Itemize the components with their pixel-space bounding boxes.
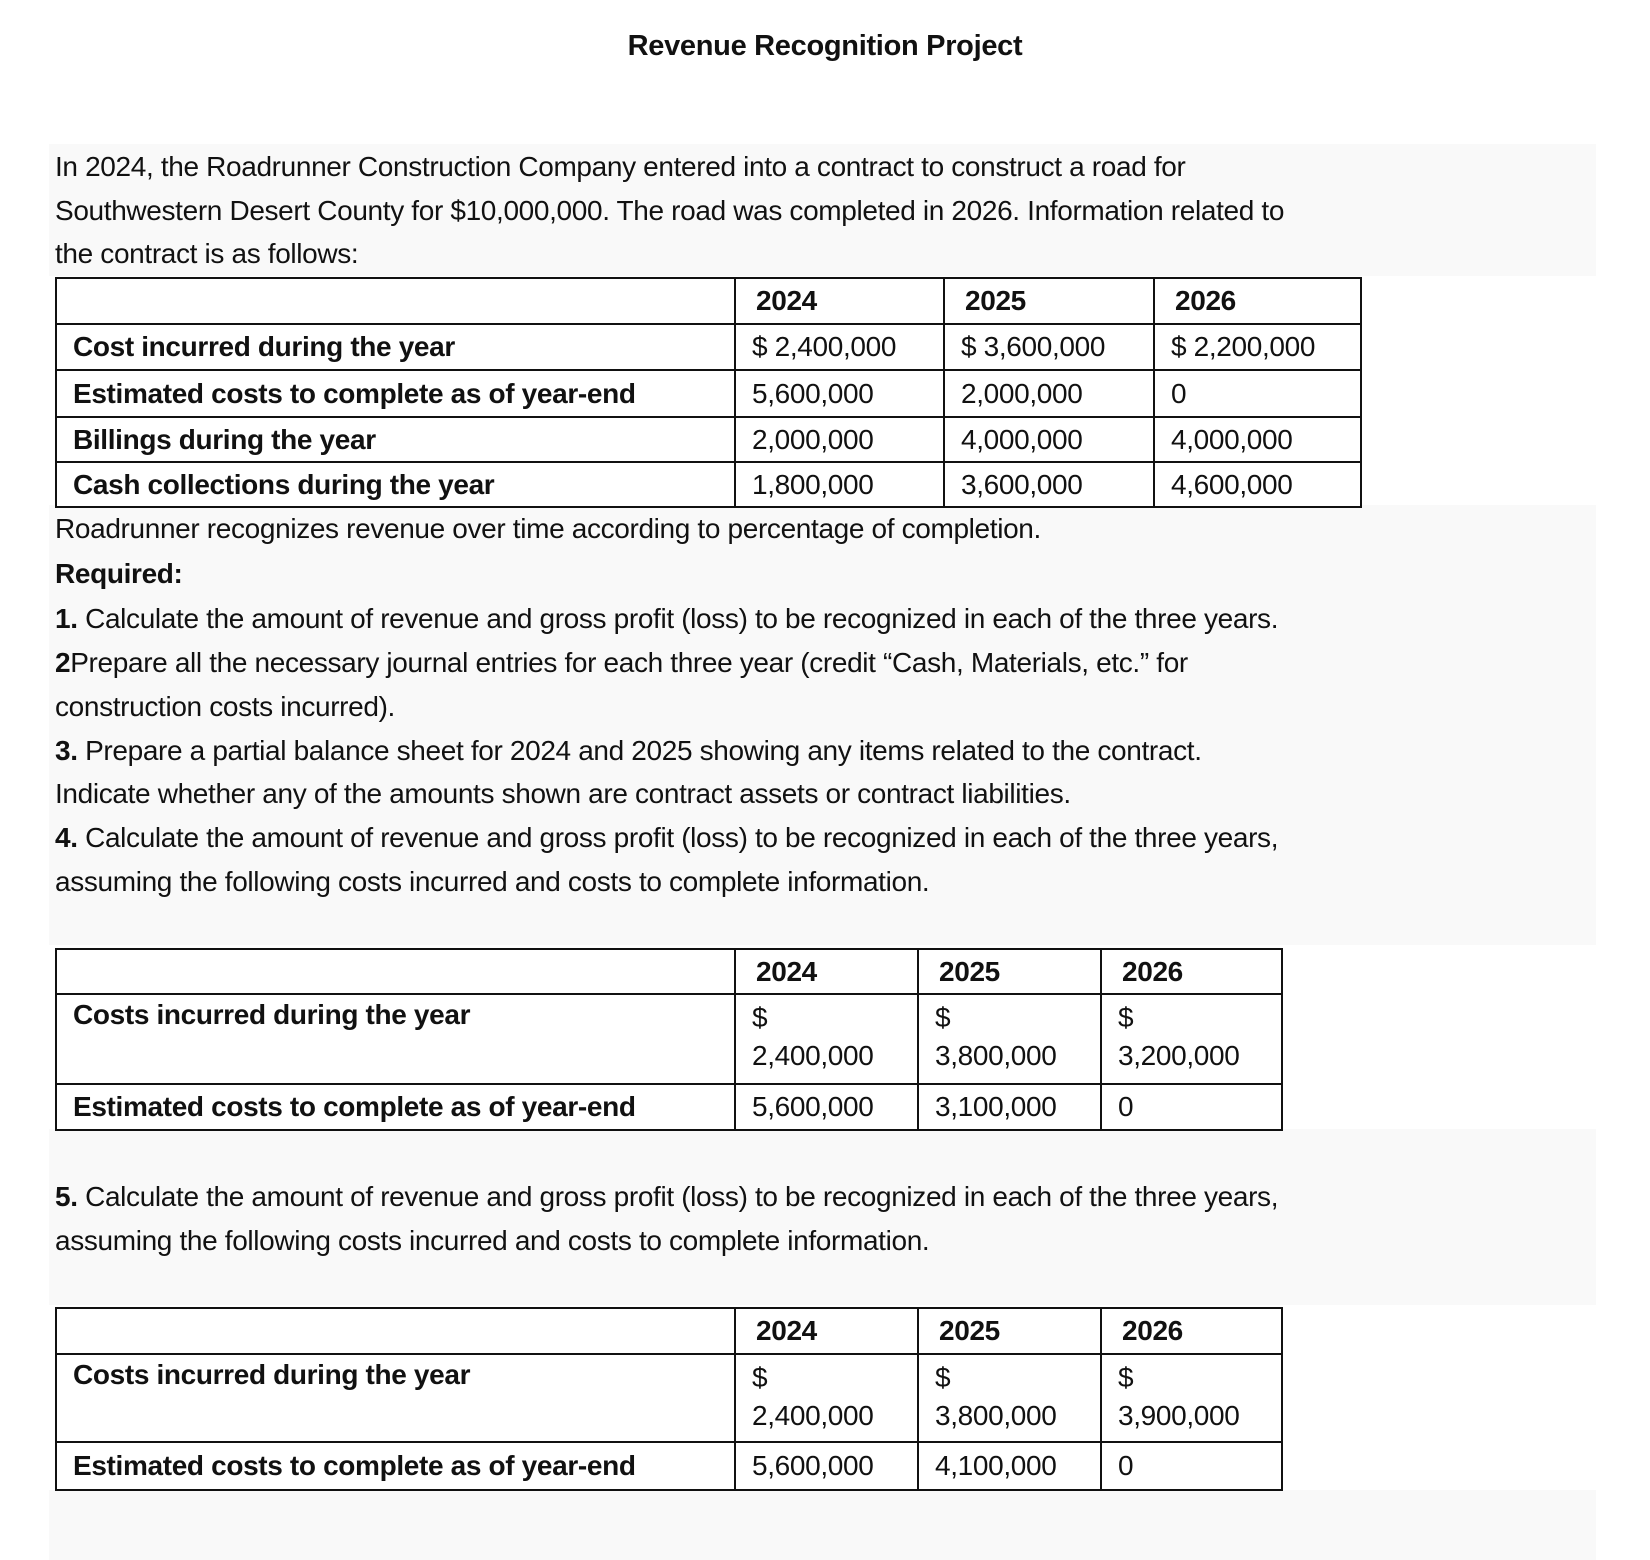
requirement-number: 4.	[55, 822, 78, 853]
amount: 2,400,000	[752, 1400, 874, 1431]
year-header: 2026	[1101, 1308, 1282, 1354]
table-row	[56, 417, 1361, 462]
year-header: 2025	[944, 278, 1154, 324]
requirement-text: Prepare a partial balance sheet for 2024 and 2025 showing any items related to the contract.	[85, 735, 1202, 766]
requirement-number: 2	[55, 647, 71, 678]
requirement-3	[55, 734, 1202, 768]
cell-value: 3,100,000	[918, 1084, 1101, 1130]
requirement-number: 5.	[55, 1181, 78, 1212]
cell-value: 5,600,000	[735, 1084, 918, 1130]
amount: 3,200,000	[1118, 1040, 1240, 1071]
requirement-number: 1.	[55, 603, 78, 634]
currency-symbol: $	[935, 1362, 951, 1393]
row-label: Cash collections during the year	[56, 462, 735, 507]
amount: 3,800,000	[935, 1400, 1057, 1431]
row-label: Costs incurred during the year	[56, 994, 735, 1084]
currency-symbol: $	[1118, 1362, 1134, 1393]
requirement-2	[55, 646, 1188, 680]
cell-value	[918, 1354, 1101, 1442]
cell-value: 5,600,000	[735, 1442, 918, 1490]
cell-value: 0	[1101, 1442, 1282, 1490]
requirement-text: Calculate the amount of revenue and gross profit (loss) to be recognized in each of the three years,	[85, 822, 1279, 853]
table-header-row	[56, 949, 1282, 994]
year-header: 2026	[1154, 278, 1361, 324]
cell-value: 4,000,000	[1154, 417, 1361, 462]
table-row	[56, 1442, 1282, 1490]
table-header-row	[56, 278, 1361, 324]
currency-symbol: $	[752, 1362, 768, 1393]
intro-line: In 2024, the Roadrunner Construction Company entered into a contract to construct a road for	[55, 151, 1186, 182]
requirement-1	[55, 602, 1278, 636]
cell-value: 0	[1101, 1084, 1282, 1130]
year-header: 2026	[1101, 949, 1282, 994]
cell-value: 2,000,000	[944, 370, 1154, 417]
requirement-4	[55, 821, 1278, 855]
amount: 2,400,000	[752, 1040, 874, 1071]
row-label: Estimated costs to complete as of year-end	[56, 370, 735, 417]
requirement-5	[55, 1180, 1278, 1214]
cell-value	[918, 994, 1101, 1084]
part5-background	[49, 1129, 1596, 1305]
table-row	[56, 462, 1361, 507]
cell-value: $ 2,400,000	[735, 324, 944, 370]
amount: 3,800,000	[935, 1040, 1057, 1071]
requirement-5-cont: assuming the following costs incurred and costs to complete information.	[55, 1225, 930, 1256]
required-heading: Required:	[55, 558, 183, 589]
requirement-text: Prepare all the necessary journal entries for each three year (credit “Cash, Materials, etc.” for	[70, 647, 1188, 678]
table-row	[56, 994, 1282, 1084]
table-row	[56, 1084, 1282, 1130]
year-header: 2025	[918, 1308, 1101, 1354]
cell-value: $ 3,600,000	[944, 324, 1154, 370]
bottom-background	[49, 1490, 1596, 1560]
requirement-3-cont: Indicate whether any of the amounts shown are contract assets or contract liabilities.	[55, 778, 1071, 809]
year-header: 2024	[735, 278, 944, 324]
method-note: Roadrunner recognizes revenue over time according to percentage of completion.	[55, 513, 1041, 544]
currency-symbol: $	[752, 1002, 768, 1033]
year-header: 2025	[918, 949, 1101, 994]
requirement-2-cont: construction costs incurred).	[55, 691, 395, 722]
empty-header-cell	[56, 1308, 735, 1354]
row-label: Billings during the year	[56, 417, 735, 462]
cell-value	[735, 1354, 918, 1442]
cell-value	[1101, 1354, 1282, 1442]
cell-value: 1,800,000	[735, 462, 944, 507]
empty-header-cell	[56, 278, 735, 324]
cell-value: $ 2,200,000	[1154, 324, 1361, 370]
cell-value: 3,600,000	[944, 462, 1154, 507]
requirement-text: Calculate the amount of revenue and gross profit (loss) to be recognized in each of the three years,	[85, 1181, 1279, 1212]
scenario-5-table	[55, 1307, 1283, 1491]
currency-symbol: $	[1118, 1002, 1134, 1033]
row-label: Costs incurred during the year	[56, 1354, 735, 1442]
contract-info-table	[55, 277, 1362, 508]
cell-value: 5,600,000	[735, 370, 944, 417]
table-row	[56, 1354, 1282, 1442]
requirement-number: 3.	[55, 735, 78, 766]
amount: 3,900,000	[1118, 1400, 1240, 1431]
scenario-4-table	[55, 948, 1283, 1131]
year-header: 2024	[735, 1308, 918, 1354]
row-label: Cost incurred during the year	[56, 324, 735, 370]
requirement-4-cont: assuming the following costs incurred and costs to complete information.	[55, 866, 930, 897]
cell-value: 4,100,000	[918, 1442, 1101, 1490]
requirement-text: Calculate the amount of revenue and gross profit (loss) to be recognized in each of the three years.	[85, 603, 1279, 634]
empty-header-cell	[56, 949, 735, 994]
page-title: Revenue Recognition Project	[627, 30, 1023, 62]
cell-value: 4,600,000	[1154, 462, 1361, 507]
cell-value	[735, 994, 918, 1084]
row-label: Estimated costs to complete as of year-end	[56, 1084, 735, 1130]
row-label: Estimated costs to complete as of year-end	[56, 1442, 735, 1490]
cell-value	[1101, 994, 1282, 1084]
intro-line: the contract is as follows:	[55, 238, 359, 269]
table-row	[56, 370, 1361, 417]
cell-value: 0	[1154, 370, 1361, 417]
cell-value: 4,000,000	[944, 417, 1154, 462]
table-header-row	[56, 1308, 1282, 1354]
table-row	[56, 324, 1361, 370]
currency-symbol: $	[935, 1002, 951, 1033]
intro-line: Southwestern Desert County for $10,000,000. The road was completed in 2026. Information related to	[55, 195, 1285, 226]
year-header: 2024	[735, 949, 918, 994]
cell-value: 2,000,000	[735, 417, 944, 462]
